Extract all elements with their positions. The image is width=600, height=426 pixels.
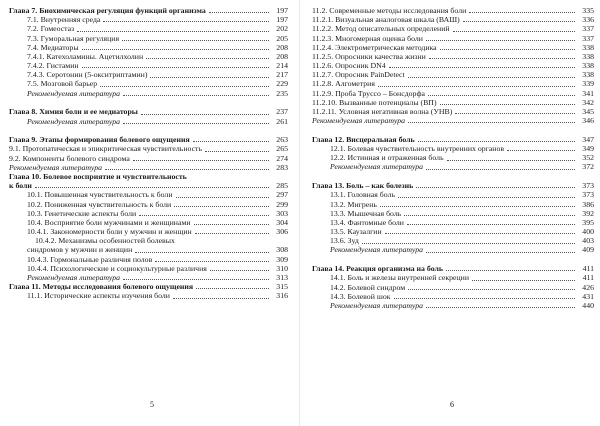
toc-entry [312, 116, 594, 125]
dot-leader [173, 298, 269, 299]
toc-entry-title: 10.4.4. Психологические и социокультурные различия [27, 263, 207, 273]
dot-leader [362, 243, 575, 244]
toc-entry [9, 190, 288, 199]
dot-leader [150, 77, 269, 78]
dot-leader [385, 233, 575, 234]
toc-entry-page: 335 [582, 5, 594, 15]
toc-entry [312, 200, 594, 209]
dot-leader [507, 150, 575, 151]
dot-leader [407, 224, 575, 225]
toc-entry-page: 409 [582, 245, 594, 255]
dot-leader [176, 197, 270, 198]
toc-entry-page: 304 [276, 217, 288, 227]
toc-entry-title: 7.1. Внутренняя среда [27, 15, 101, 25]
toc-entry-title: 11.2.2. Метод описательных определений [312, 24, 450, 34]
toc-entry-title: 13.6. Зуд [330, 236, 359, 246]
toc-entry [312, 301, 594, 310]
toc-entry [9, 264, 288, 273]
toc-entry [312, 218, 594, 227]
toc-entry-page: 308 [276, 245, 288, 255]
toc-entry-title: 11.2.9. Проба Труссо – Бонсдорфа [312, 88, 425, 98]
page-number-left: 5 [150, 399, 154, 409]
dot-leader [440, 104, 575, 105]
toc-entry-page: 338 [582, 51, 594, 61]
toc-entry-page: 426 [582, 282, 594, 292]
dot-leader [416, 187, 575, 188]
toc-entry-page: 316 [276, 291, 288, 301]
toc-entry-page: 341 [582, 88, 594, 98]
toc-entry-page: 306 [276, 227, 288, 237]
toc-entry [312, 98, 594, 107]
toc-entry-title: Глава 14. Реакция организма на боль [312, 264, 443, 274]
toc-entry [9, 291, 288, 300]
toc-entry-title: 14.3. Болевой шок [330, 291, 391, 301]
dot-leader [408, 289, 575, 290]
toc-entry [9, 246, 288, 255]
toc-list-right [312, 6, 594, 310]
dot-leader [123, 279, 269, 280]
dot-leader [380, 206, 575, 207]
toc-entry-page: 217 [276, 70, 288, 80]
toc-list-left [9, 6, 288, 301]
toc-entry [9, 154, 288, 163]
toc-entry-title: Глава 9. Этапы формирования болевого ощущения [9, 135, 190, 145]
toc-entry-title: 10.2. Пониженная чувствительность к боли [27, 199, 172, 209]
dot-leader [426, 40, 575, 41]
toc-entry [9, 209, 288, 218]
toc-entry [9, 144, 288, 153]
dot-leader [155, 261, 269, 262]
toc-entry-page: 197 [276, 15, 288, 25]
dot-leader [174, 206, 269, 207]
toc-entry [9, 163, 288, 172]
toc-entry-title: 11.2.11. Условная негативная волна (УНВ) [312, 107, 453, 117]
toc-entry [9, 52, 288, 61]
dot-leader [446, 270, 575, 271]
toc-entry-page: 395 [582, 217, 594, 227]
toc-entry-title: Глава 11. Методы исследования болевого ощущения [9, 282, 194, 292]
right-page [300, 0, 600, 426]
toc-entry [312, 61, 594, 70]
toc-entry [312, 89, 594, 98]
dot-leader [398, 197, 575, 198]
dot-leader [394, 298, 575, 299]
dot-leader [404, 215, 575, 216]
toc-entry [9, 15, 288, 24]
dot-leader [408, 77, 575, 78]
toc-chapter-entry [9, 282, 288, 291]
toc-entry-page: 338 [582, 42, 594, 52]
toc-entry-page: 274 [276, 153, 288, 163]
toc-entry [9, 61, 288, 70]
toc-entry [9, 227, 288, 236]
toc-entry-page: 336 [582, 15, 594, 25]
toc-entry-title: 13.4. Фантомные боли [330, 217, 404, 227]
toc-entry [312, 34, 594, 43]
toc-entry-page: 285 [276, 181, 288, 191]
dot-leader [123, 95, 269, 96]
toc-entry-page: 352 [582, 153, 594, 163]
toc-entry-title: 10.4.1. Закономерности боли у мужчин и женщин [27, 227, 192, 237]
toc-entry [9, 24, 288, 33]
dot-leader [194, 224, 269, 225]
toc-entry-title: 10.4.2. Механизмы особенностей болевых [35, 236, 175, 246]
toc-entry-page: 373 [582, 190, 594, 200]
toc-entry-page: 197 [276, 5, 288, 15]
toc-entry [312, 227, 594, 236]
toc-entry-title: 12.1. Болевая чувствительность внутренних органов [330, 144, 505, 154]
dot-leader [426, 169, 575, 170]
toc-entry [312, 107, 594, 116]
toc-entry [9, 80, 288, 89]
toc-entry-title: к боли [9, 181, 32, 191]
toc-entry [9, 89, 288, 98]
toc-entry-page: 299 [276, 199, 288, 209]
dot-leader [135, 252, 269, 253]
dot-leader [418, 141, 575, 142]
dot-leader [469, 12, 575, 13]
toc-entry-title: 11.2.7. Опросник PainDetect [312, 70, 405, 80]
toc-entry [312, 236, 594, 245]
toc-entry-title: 7.4. Медиаторы [27, 42, 79, 52]
toc-entry-page: 337 [582, 24, 594, 34]
dot-leader [122, 40, 269, 41]
toc-entry-page: 208 [276, 51, 288, 61]
toc-entry-title: 11.2.1. Визуальная аналоговая шкала (ВАШ) [312, 15, 460, 25]
toc-entry-title: 11.1. Исторические аспекты изучения боли [27, 291, 170, 301]
toc-entry [312, 144, 594, 153]
toc-entry [9, 218, 288, 227]
toc-entry-title: 14.1. Боль и железы внутренней секреции [330, 273, 470, 283]
dot-leader [429, 58, 575, 59]
dot-leader [141, 114, 269, 115]
toc-entry-title: 10.4.3. Гормональные различия полов [27, 254, 153, 264]
toc-entry [9, 273, 288, 282]
toc-entry [312, 190, 594, 199]
toc-entry-page: 297 [276, 190, 288, 200]
toc-entry-page: 337 [582, 33, 594, 43]
toc-entry [9, 117, 288, 126]
toc-entry-title: 11.2. Современные методы исследования боли [312, 5, 467, 15]
dot-leader [453, 31, 575, 32]
toc-entry-title: Рекомендуемая литература [27, 88, 120, 98]
toc-entry [312, 70, 594, 79]
toc-entry-title: 11.2.10. Вызванные потенциалы (ВП) [312, 97, 437, 107]
dot-leader [133, 160, 269, 161]
toc-entry-page: 345 [582, 107, 594, 117]
toc-entry-title: 7.2. Гомеостаз [27, 24, 75, 34]
toc-entry-page: 261 [276, 116, 288, 126]
toc-entry [312, 24, 594, 33]
toc-entry-page: 205 [276, 33, 288, 43]
toc-entry-page: 202 [276, 24, 288, 34]
toc-entry-title: 10.4. Восприятие боли мужчинами и женщинами [27, 217, 191, 227]
toc-entry [9, 70, 288, 79]
dot-leader [100, 86, 269, 87]
dot-leader [195, 233, 269, 234]
toc-chapter-entry [9, 135, 288, 144]
dot-leader [103, 21, 269, 22]
toc-entry [9, 255, 288, 264]
toc-entry-page: 339 [582, 79, 594, 89]
toc-chapter-entry [9, 181, 288, 190]
toc-entry-title: 11.2.3. Многомерная оценка боли [312, 33, 423, 43]
toc-entry-title: Глава 8. Химия боли и ее медиаторы [9, 107, 138, 117]
toc-entry-page: 214 [276, 61, 288, 71]
toc-entry-title: 11.2.8. Алгометрия [312, 79, 375, 89]
dot-leader [209, 12, 269, 13]
toc-entry-page: 313 [276, 273, 288, 283]
toc-entry [312, 15, 594, 24]
toc-entry-heading-line [9, 236, 288, 245]
toc-entry-heading-line [9, 172, 288, 181]
toc-entry-page: 229 [276, 79, 288, 89]
toc-entry-page: 411 [582, 264, 594, 274]
dot-leader [77, 31, 269, 32]
dot-leader [408, 122, 575, 123]
toc-entry-title: 7.4.1. Катехоламины. Ацетилхолин [27, 51, 144, 61]
toc-entry-title: Рекомендуемая литература [9, 162, 102, 172]
toc-entry-page: 265 [276, 144, 288, 154]
toc-entry-title: 14.2. Болевой синдром [330, 282, 406, 292]
dot-leader [447, 160, 575, 161]
toc-entry-page: 303 [276, 208, 288, 218]
toc-chapter-entry [9, 6, 288, 15]
toc-entry-page: 400 [582, 227, 594, 237]
dot-leader [426, 307, 575, 308]
toc-entry-page: 235 [276, 88, 288, 98]
dot-leader [428, 95, 575, 96]
dot-leader [105, 169, 269, 170]
toc-entry-page: 338 [582, 61, 594, 71]
toc-entry-page: 263 [276, 135, 288, 145]
toc-chapter-entry [312, 135, 594, 144]
toc-entry-title: Рекомендуемая литература [330, 162, 423, 172]
toc-entry-title: 11.2.6. Опросник DN4 [312, 61, 386, 71]
dot-leader [463, 21, 575, 22]
toc-entry [9, 34, 288, 43]
toc-entry-title: синдромов у мужчин и женщин [27, 245, 133, 255]
toc-entry-title: 7.4.3. Серотонин (5-окситриптамин) [27, 70, 148, 80]
toc-entry-title: 7.5. Мозговой барьер [27, 79, 98, 89]
toc-entry-title: 10.3. Генетические аспекты боли [27, 208, 137, 218]
toc-entry-page: 347 [582, 134, 594, 144]
toc-entry-page: 237 [276, 107, 288, 117]
toc-entry [312, 163, 594, 172]
dot-leader [193, 141, 269, 142]
toc-entry-page: 349 [582, 144, 594, 154]
toc-entry-page: 403 [582, 236, 594, 246]
toc-entry-page: 411 [582, 273, 594, 283]
toc-entry-title: 9.2. Компоненты болевого синдрома [9, 153, 130, 163]
toc-chapter-entry [312, 181, 594, 190]
toc-entry-page: 431 [582, 291, 594, 301]
dot-leader [196, 288, 269, 289]
toc-entry-title: Глава 10. Болевое восприятие и чувствительность [9, 172, 187, 181]
toc-entry-page: 208 [276, 42, 288, 52]
toc-entry-page: 310 [276, 263, 288, 273]
page-number-right: 6 [450, 399, 454, 409]
toc-entry-title: Рекомендуемая литература [27, 116, 120, 126]
toc-entry-page: 315 [276, 282, 288, 292]
toc-chapter-entry [9, 107, 288, 116]
toc-entry-title: 10.1. Повышенная чувствительность к боли [27, 190, 173, 200]
toc-entry-page: 283 [276, 162, 288, 172]
toc-entry-title: 13.1. Головная боль [330, 190, 396, 200]
dot-leader [440, 49, 575, 50]
dot-leader [35, 187, 269, 188]
toc-entry [9, 200, 288, 209]
dot-leader [82, 49, 269, 50]
dot-leader [455, 113, 575, 114]
toc-entry-title: 11.2.4. Электрометрическая методика [312, 42, 437, 52]
toc-entry-title: 7.3. Гуморальная регуляция [27, 33, 120, 43]
toc-entry-page: 338 [582, 70, 594, 80]
toc-entry [312, 52, 594, 61]
dot-leader [146, 58, 269, 59]
toc-entry [312, 80, 594, 89]
toc-entry-title: Глава 12. Висцеральная боль [312, 134, 415, 144]
dot-leader [426, 252, 575, 253]
toc-entry-page: 386 [582, 199, 594, 209]
dot-leader [205, 151, 269, 152]
toc-entry [312, 246, 594, 255]
toc-entry-page: 440 [582, 300, 594, 310]
toc-entry-page: 342 [582, 97, 594, 107]
toc-entry-title: Рекомендуемая литература [27, 273, 120, 283]
toc-entry-page: 373 [582, 181, 594, 191]
dot-leader [123, 123, 269, 124]
toc-chapter-entry [312, 264, 594, 273]
toc-entry-title: Глава 7. Биохимическая регуляция функций организма [9, 5, 206, 15]
toc-entry-title: 7.4.2. Гистамин [27, 61, 79, 71]
dot-leader [472, 280, 575, 281]
toc-entry-title: 13.5. Каузалгии [330, 227, 382, 237]
toc-entry [312, 273, 594, 282]
toc-entry-title: Рекомендуемая литература [312, 116, 405, 126]
toc-entry-page: 372 [582, 162, 594, 172]
toc-entry-title: Рекомендуемая литература [330, 245, 423, 255]
dot-leader [210, 270, 269, 271]
toc-entry-title: Рекомендуемая литература [330, 300, 423, 310]
toc-entry [9, 43, 288, 52]
toc-entry-title: 13.3. Мышечная боль [330, 208, 402, 218]
toc-entry-page: 346 [582, 116, 594, 126]
toc-entry [312, 209, 594, 218]
toc-entry-title: 9.1. Протопатическая и эпикритическая чувствительность [9, 144, 203, 154]
toc-entry-title: Глава 13. Боль – как болезнь [312, 181, 414, 191]
toc-entry [312, 292, 594, 301]
toc-entry-page: 392 [582, 208, 594, 218]
toc-entry-title: 13.2. Мигрень [330, 199, 377, 209]
dot-leader [378, 86, 575, 87]
dot-leader [139, 215, 269, 216]
toc-entry [312, 283, 594, 292]
dot-leader [389, 67, 575, 68]
toc-entry [312, 43, 594, 52]
toc-entry [312, 6, 594, 15]
toc-entry-page: 309 [276, 254, 288, 264]
toc-entry-title: 12.2. Истинная и отраженная боль [330, 153, 444, 163]
toc-entry-title: 11.2.5. Опросники качества жизни [312, 51, 426, 61]
dot-leader [82, 67, 269, 68]
toc-entry [312, 153, 594, 162]
